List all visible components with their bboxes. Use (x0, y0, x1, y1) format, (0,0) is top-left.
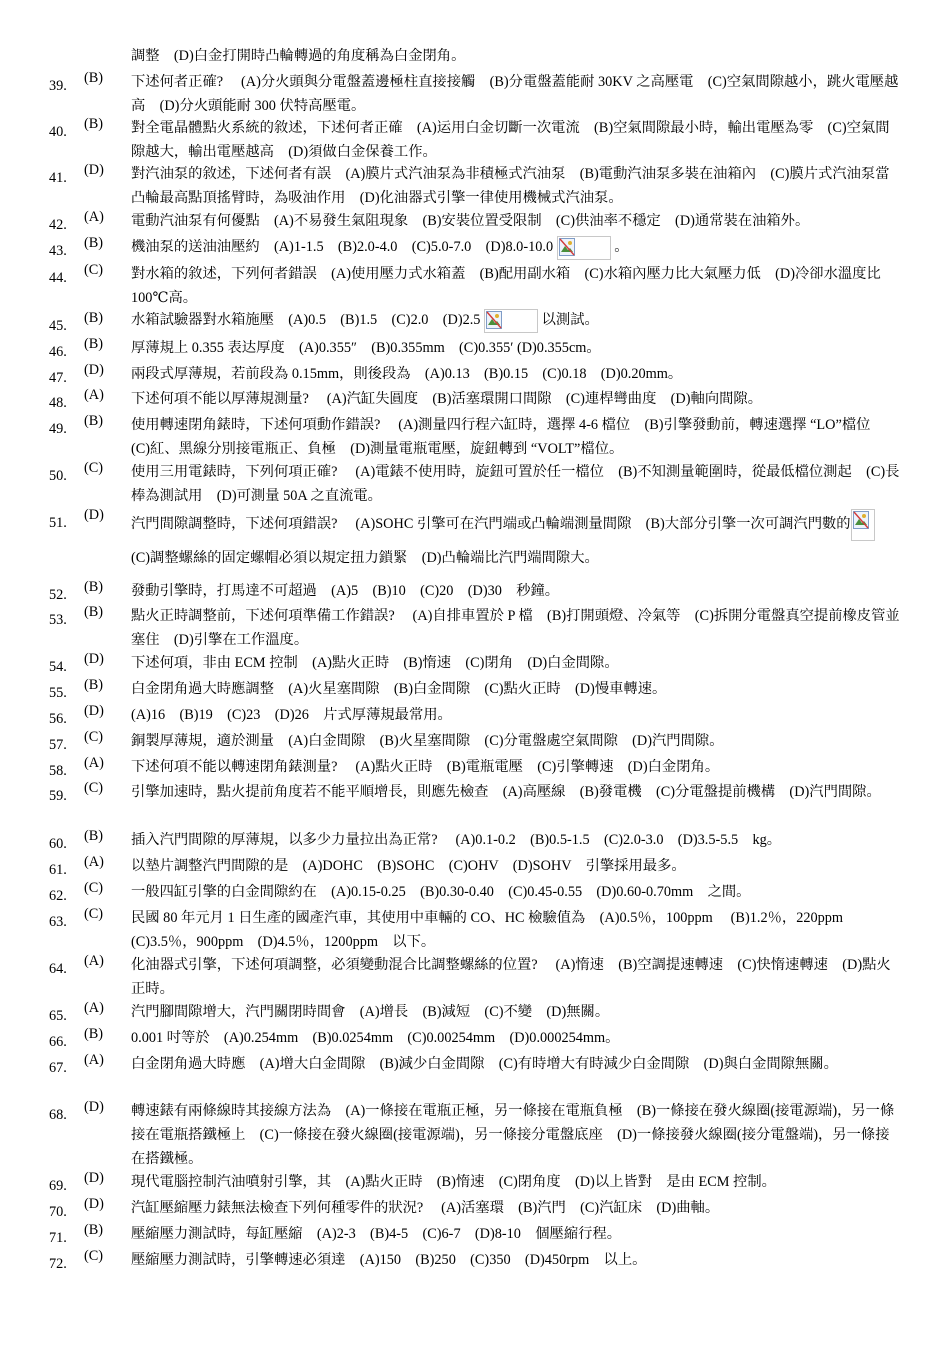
question-text: 下述何項不能以轉速閉角錶測量? (A)點火正時 (B)電瓶電壓 (C)引擎轉速 (D)白金閉角。 (131, 759, 720, 775)
question-number: 43. (49, 243, 67, 259)
answer-key: (B) (84, 1222, 104, 1238)
question-number: 61. (49, 862, 67, 878)
question-text: 對水箱的敘述，下列何者錯誤 (A)使用壓力式水箱蓋 (B)配用副水箱 (C)水箱內壓力比大氣壓力低 (D)冷卻水溫度比 100℃高。 (131, 266, 881, 306)
question-text: (A)16 (B)19 (C)23 (D)26 片式厚薄規最常用。 (131, 707, 452, 723)
question-number: 55. (49, 685, 67, 701)
answer-key: (B) (84, 828, 104, 844)
question-text: 民國 80 年元月 1 日生產的國產汽車，其使用中車輛的 CO、HC 檢驗值為 (A)0.5％，100ppm (B)1.2％，220ppm (C)3.5％，900ppm (D)4.5％，1200ppm 以下。 (131, 910, 858, 950)
answer-key: (C) (84, 262, 104, 278)
answer-key: (C) (84, 729, 104, 745)
answer-key: (C) (84, 880, 104, 896)
question-text: 轉速錶有兩條線時其接線方法為 (A)一條接在電瓶正極，另一條接在電瓶負極 (B)一條接在發火線圈(接電源端)，另一條接在電瓶搭鐵極上 (C)一條接在發火線圈(接電源端)，另一條接分電盤底座 (D)一條接發火線圈(接分電盤端)，另一條接在搭鐵極。 (131, 1103, 895, 1167)
question-text: 壓縮壓力測試時，每缸壓縮 (A)2-3 (B)4-5 (C)6-7 (D)8-10 個壓縮行程。 (131, 1226, 622, 1242)
question-number: 59. (49, 788, 67, 804)
answer-key: (C) (84, 460, 104, 476)
question-38-continuation: 調整 (D)白金打開時凸輪轉過的角度稱為白金閉角。 (131, 48, 466, 64)
question-number: 71. (49, 1230, 67, 1246)
question-text: 點火正時調整前，下述何項準備工作錯誤? (A)自排車置於 P 檔 (B)打開頭燈、冷氣等 (C)拆開分電盤真空提前橡皮管並塞住 (D)引擎在工作溫度。 (131, 608, 900, 648)
question-number: 48. (49, 395, 67, 411)
question-text: 厚薄規上 0.355 表达厚度 (A)0.355″ (B)0.355mm (C)0.355′ (D)0.355cm。 (131, 340, 601, 356)
question-number: 54. (49, 659, 67, 675)
answer-key: (D) (84, 703, 104, 719)
question-number: 56. (49, 711, 67, 727)
question-text: 汽缸壓縮壓力錶無法檢查下列何種零件的狀況? (A)活塞環 (B)汽門 (C)汽缸床 (D)曲軸。 (131, 1200, 720, 1216)
question-number: 41. (49, 170, 67, 186)
question-text: 銅製厚薄規，適於測量 (A)白金間隙 (B)火星塞間隙 (C)分電盤處空氣間隙 (D)汽門間隙。 (131, 733, 724, 749)
question-number: 40. (49, 124, 67, 140)
question-text: 使用轉速閉角錶時，下述何項動作錯誤? (A)測量四行程六缸時，選擇 4-6 檔位 (B)引擎發動前，轉速選擇 “LO”檔位 (C)紅、黑線分別接電瓶正、負極 (D)測量電瓶電壓，旋鈕轉到 “VOLT”檔位。 (131, 417, 885, 457)
answer-key: (D) (84, 1196, 104, 1212)
question-number: 52. (49, 587, 67, 603)
answer-key: (C) (84, 906, 104, 922)
question-number: 44. (49, 270, 67, 286)
question-number: 70. (49, 1204, 67, 1220)
broken-image-icon (557, 236, 611, 260)
question-number: 67. (49, 1060, 67, 1076)
question-text: 插入汽門間隙的厚薄規，以多少力量拉出為正常? (A)0.1-0.2 (B)0.5-1.5 (C)2.0-3.0 (D)3.5-5.5 kg。 (131, 832, 782, 848)
question-text: 下述何者正確? (A)分火頭與分電盤蓋邊極柱直接接觸 (B)分電盤蓋能耐 30KV 之高壓電 (C)空氣間隙越小，跳火電壓越高 (D)分火頭能耐 300 伏特高壓電。 (131, 74, 899, 114)
answer-key: (D) (84, 362, 104, 378)
answer-key: (A) (84, 1052, 104, 1068)
question-text: 白金閉角過大時應調整 (A)火星塞間隙 (B)白金間隙 (C)點火正時 (D)慢車轉速。 (131, 681, 667, 697)
question-number: 49. (49, 421, 67, 437)
question-number: 45. (49, 318, 67, 334)
question-number: 47. (49, 370, 67, 386)
question-text: 水箱試驗器對水箱施壓 (A)0.5 (B)1.5 (C)2.0 (D)2.5 以測試。 (131, 308, 901, 333)
answer-key: (D) (84, 507, 104, 523)
broken-image-icon (484, 309, 538, 333)
answer-key: (A) (84, 387, 104, 403)
answer-key: (B) (84, 116, 104, 132)
question-number: 68. (49, 1107, 67, 1123)
question-number: 58. (49, 763, 67, 779)
answer-key: (D) (84, 162, 104, 178)
question-text: 使用三用電錶時，下列何項正確? (A)電錶不使用時，旋鈕可置於任一檔位 (B)不知測量範圍時，從最低檔位測起 (C)長棒為測試用 (D)可測量 50A 之直流電。 (131, 464, 900, 504)
question-text: 機油泵的送油油壓約 (A)1-1.5 (B)2.0-4.0 (C)5.0-7.0 (D)8.0-10.0 。 (131, 235, 901, 260)
question-number: 69. (49, 1178, 67, 1194)
question-text: 現代電腦控制汽油噴射引擎，其 (A)點火正時 (B)惰速 (C)閉角度 (D)以上皆對 是由 ECM 控制。 (131, 1174, 776, 1190)
answer-key: (A) (84, 953, 104, 969)
question-number: 63. (49, 914, 67, 930)
question-text: 電動汽油泵有何優點 (A)不易發生氣阻現象 (B)安裝位置受限制 (C)供油率不穩定 (D)通常裝在油箱外。 (131, 213, 810, 229)
question-number: 50. (49, 468, 67, 484)
question-text: 一般四缸引擎的白金間隙約在 (A)0.15-0.25 (B)0.30-0.40 (C)0.45-0.55 (D)0.60-0.70mm 之間。 (131, 884, 751, 900)
question-text: 汽門腳間隙增大，汽門關閉時間會 (A)增長 (B)減短 (C)不變 (D)無關。 (131, 1004, 610, 1020)
answer-key: (D) (84, 1170, 104, 1186)
question-number: 53. (49, 612, 67, 628)
answer-key: (C) (84, 780, 104, 796)
question-number: 60. (49, 836, 67, 852)
question-number: 42. (49, 217, 67, 233)
answer-key: (B) (84, 1026, 104, 1042)
question-text: 發動引擎時，打馬達不可超過 (A)5 (B)10 (C)20 (D)30 秒鐘。 (131, 583, 560, 599)
question-text: 對全電晶體點火系統的敘述，下述何者正確 (A)运用白金切斷一次電流 (B)空氣間隙最小時，輸出電壓為零 (C)空氣間隙越大，輸出電壓越高 (D)須做白金保養工作。 (131, 120, 890, 160)
question-number: 66. (49, 1034, 67, 1050)
question-text: 兩段式厚薄規，若前段為 0.15mm，則後段為 (A)0.13 (B)0.15 (C)0.18 (D)0.20mm。 (131, 366, 683, 382)
question-number: 39. (49, 78, 67, 94)
question-text: 以墊片調整汽門間隙的是 (A)DOHC (B)SOHC (C)OHV (D)SOHV 引擎採用最多。 (131, 858, 686, 874)
question-text: 化油器式引擎，下述何項調整，必須變動混合比調整螺絲的位置? (A)惰速 (B)空調提速轉速 (C)快惰速轉速 (D)點火正時。 (131, 957, 891, 997)
question-number: 62. (49, 888, 67, 904)
question-text: 下述何項不能以厚薄規測量? (A)汽缸失圓度 (B)活塞環開口間隙 (C)連桿彎曲度 (D)軸向間隙。 (131, 391, 763, 407)
question-number: 64. (49, 961, 67, 977)
question-text: 0.001 吋等於 (A)0.254mm (B)0.0254mm (C)0.00254mm (D)0.000254mm。 (131, 1030, 620, 1046)
question-text: 對汽油泵的敘述，下述何者有誤 (A)膜片式汽油泵為非積極式汽油泵 (B)電動汽油泵多裝在油箱內 (C)膜片式汽油泵當凸輪最高點頂搖臂時，為吸油作用 (D)化油器式引擎一律使用機械式汽油泵。 (131, 166, 890, 206)
answer-key: (B) (84, 579, 104, 595)
question-number: 72. (49, 1256, 67, 1272)
answer-key: (D) (84, 1099, 104, 1115)
answer-key: (A) (84, 1000, 104, 1016)
answer-key: (B) (84, 604, 104, 620)
answer-key: (C) (84, 1248, 104, 1264)
answer-key: (A) (84, 209, 104, 225)
question-text: 下述何項，非由 ECM 控制 (A)點火正時 (B)惰速 (C)閉角 (D)白金間隙。 (131, 655, 619, 671)
question-text: 白金閉角過大時應 (A)增大白金間隙 (B)減少白金間隙 (C)有時增大有時減少白金間隙 (D)與白金間隙無關。 (131, 1056, 838, 1072)
question-text: 壓縮壓力測試時，引擎轉速必須達 (A)150 (B)250 (C)350 (D)450rpm 以上。 (131, 1252, 647, 1268)
answer-key: (A) (84, 854, 104, 870)
answer-key: (B) (84, 336, 104, 352)
broken-image-icon (851, 509, 875, 541)
question-number: 51. (49, 515, 67, 531)
answer-key: (B) (84, 310, 104, 326)
answer-key: (B) (84, 70, 104, 86)
answer-key: (B) (84, 677, 104, 693)
question-text: 引擎加速時，點火提前角度若不能平順增長，則應先檢查 (A)高壓線 (B)發電機 (C)分電盤提前機構 (D)汽門間隙。 (131, 784, 881, 800)
question-text: 汽門間隙調整時，下述何項錯誤? (A)SOHC 引擎可在汽門端或凸輪端測量間隙 (B)大部分引擎一次可調汽門數的 (C)調整螺絲的固定螺帽必須以規定扭力鎖緊 (D)凸輪端比汽門端間隙大。 (131, 507, 901, 575)
answer-key: (B) (84, 235, 104, 251)
question-number: 46. (49, 344, 67, 360)
answer-key: (A) (84, 755, 104, 771)
answer-key: (D) (84, 651, 104, 667)
answer-key: (B) (84, 413, 104, 429)
question-number: 65. (49, 1008, 67, 1024)
question-number: 57. (49, 737, 67, 753)
